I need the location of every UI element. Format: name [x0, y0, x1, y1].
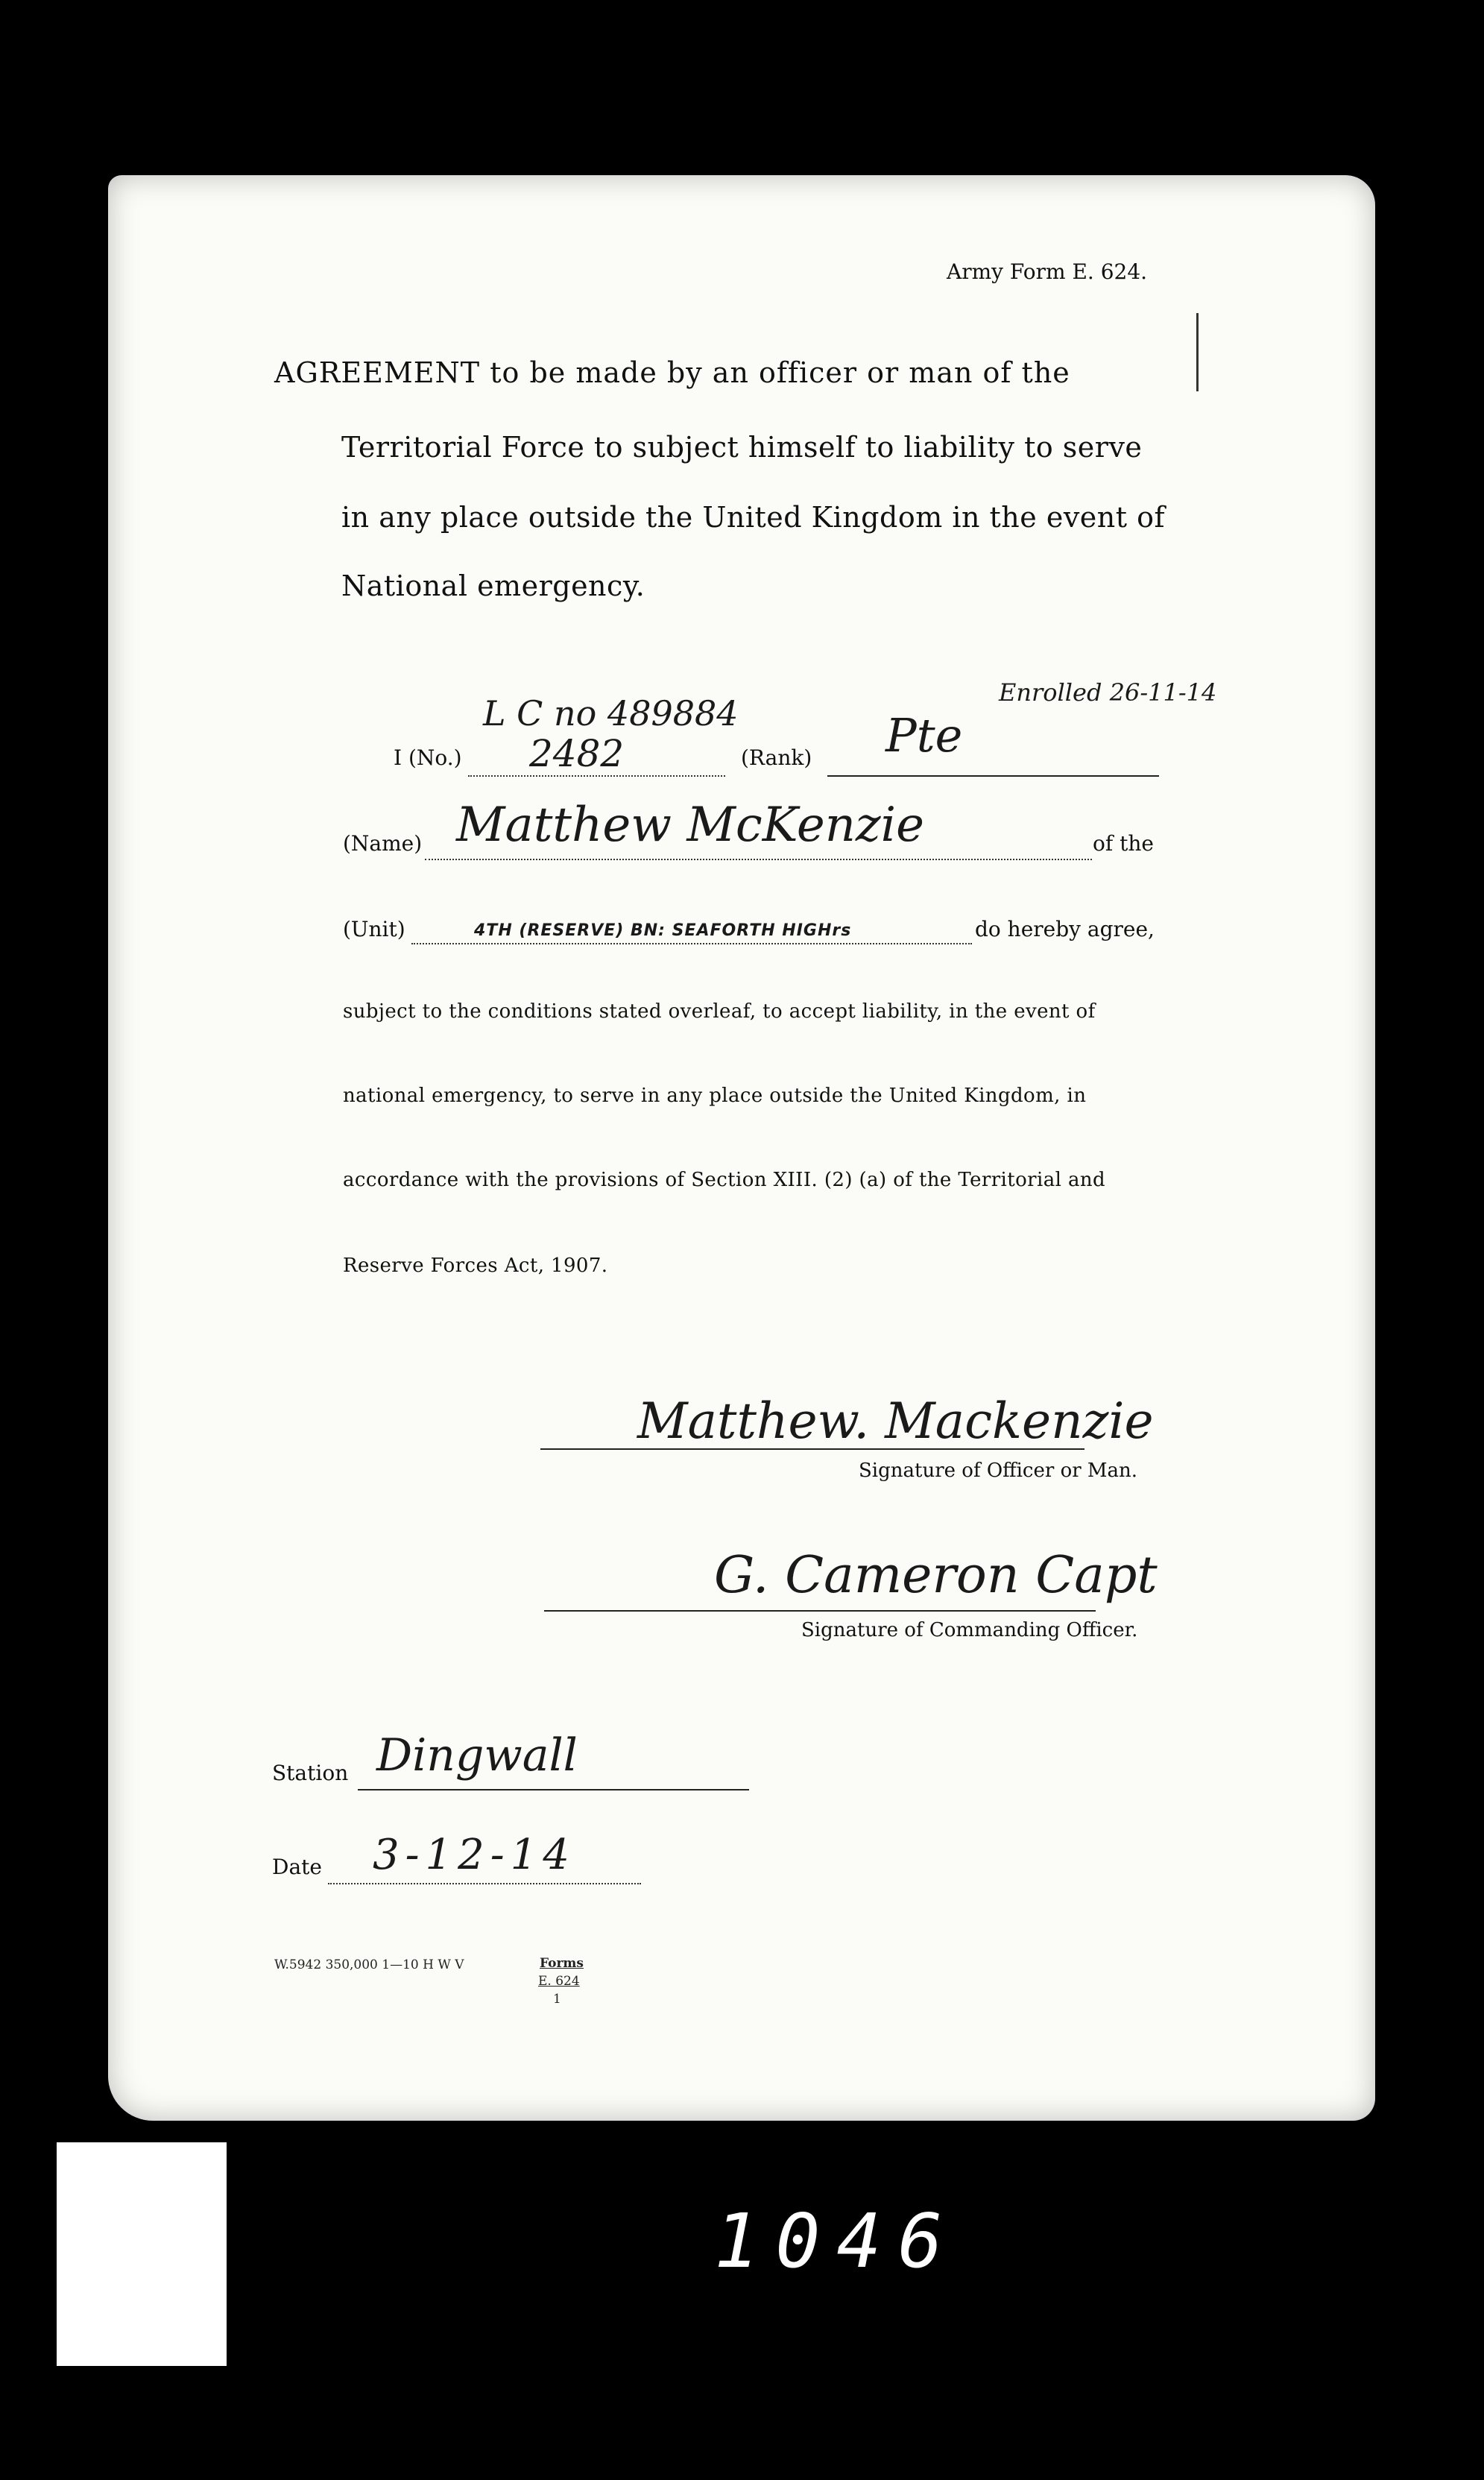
rank-label: (Rank) [741, 745, 812, 770]
service-number-value: 2482 [529, 732, 625, 775]
unit-line [411, 943, 972, 944]
film-blank-box [57, 2142, 227, 2366]
forms-number: E. 624 [538, 1974, 580, 1989]
heading-line-1: AGREEMENT to be made by an officer or man of the [274, 356, 1070, 389]
of-the-text: of the [1093, 831, 1154, 856]
unit-label: (Unit) [343, 917, 405, 941]
service-number-annotation: L C no 489884 [483, 693, 739, 733]
forms-label: Forms [540, 1956, 584, 1971]
unit-value: 4TH (RESERVE) BN: SEAFORTH HIGHrs [474, 921, 852, 940]
form-paper [108, 175, 1375, 2121]
number-label: I (No.) [394, 745, 462, 770]
print-code: W.5942 350,000 1—10 H W V [274, 1957, 464, 1972]
body-line-1: subject to the conditions stated overleaf, to accept liability, in the event of [343, 1000, 1096, 1023]
name-label: (Name) [343, 831, 423, 856]
heading-line-4: National emergency. [341, 569, 645, 602]
edge-mark [1196, 313, 1227, 391]
heading-line-3: in any place outside the United Kingdom in the event of [341, 501, 1166, 534]
station-value: Dingwall [376, 1729, 578, 1782]
man-signature-line [540, 1448, 1084, 1450]
name-line [425, 859, 1092, 860]
body-line-4: Reserve Forces Act, 1907. [343, 1255, 608, 1277]
station-label: Station [272, 1761, 349, 1785]
officer-signature: G. Cameron Capt [714, 1546, 1158, 1605]
name-value: Matthew McKenzie [456, 798, 924, 853]
rank-line [827, 775, 1159, 777]
officer-signature-caption: Signature of Commanding Officer. [801, 1619, 1138, 1641]
frame-number: 1046 [714, 2197, 959, 2285]
agree-text: do hereby agree, [975, 917, 1155, 941]
date-label: Date [272, 1855, 322, 1879]
station-line [358, 1789, 749, 1790]
date-value: 3-12-14 [373, 1831, 575, 1879]
body-line-2: national emergency, to serve in any place outside the United Kingdom, in [343, 1085, 1087, 1107]
heading-line-2: Territorial Force to subject himself to liability to serve [341, 431, 1143, 464]
man-signature-caption: Signature of Officer or Man. [859, 1460, 1138, 1482]
enrolled-note: Enrolled 26-11-14 [999, 678, 1217, 707]
form-number: Army Form E. 624. [947, 259, 1148, 284]
man-signature: Matthew. Mackenzie [637, 1392, 1154, 1450]
body-line-3: accordance with the provisions of Section XIII. (2) (a) of the Territorial and [343, 1169, 1106, 1191]
rank-value: Pte [885, 708, 963, 763]
forms-page: 1 [553, 1992, 561, 2007]
number-line [468, 775, 725, 777]
officer-signature-line [544, 1610, 1096, 1612]
date-line [328, 1883, 641, 1884]
